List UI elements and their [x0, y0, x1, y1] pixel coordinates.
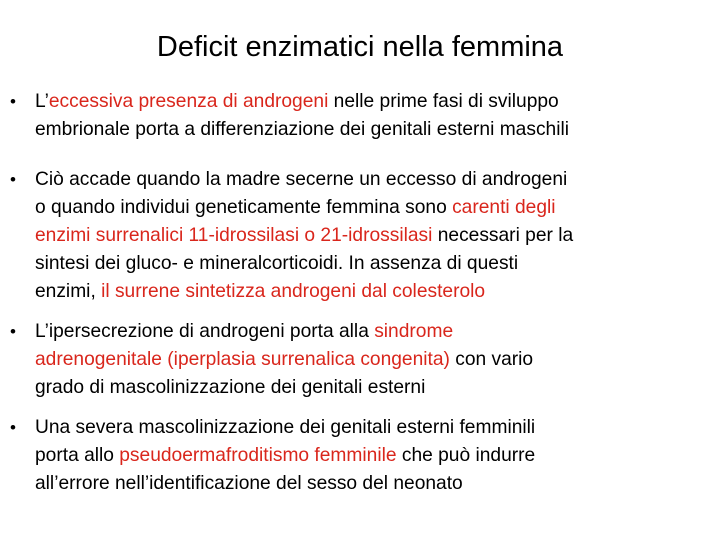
bullet-dot-icon: •	[10, 170, 16, 189]
bullet-line	[35, 250, 717, 278]
text-segment: porta allo	[35, 445, 120, 466]
bullet-line	[35, 278, 717, 306]
bullet-line	[35, 166, 717, 194]
highlighted-text: enzimi surrenalici 11-idrossilasi o 21-idrossilasi	[35, 225, 433, 246]
bullet-line	[35, 194, 717, 222]
bullet-line	[35, 442, 717, 470]
text-segment: Ciò accade quando la madre secerne un eccesso di androgeni	[35, 169, 568, 190]
highlighted-text: adrenogenitale (iperplasia surrenalica congenita)	[35, 349, 450, 370]
highlighted-text: carenti degli	[452, 197, 556, 218]
bullet-line	[35, 414, 717, 442]
bullet-dot-icon: •	[10, 322, 16, 341]
text-segment: che può indurre	[396, 445, 536, 466]
bullet-dot-icon: •	[10, 418, 16, 437]
bullet-line	[35, 88, 717, 116]
text-segment: L’ipersecrezione di androgeni porta alla	[35, 321, 375, 342]
text-segment: necessari per la	[432, 225, 574, 246]
text-segment: enzimi,	[35, 281, 102, 302]
text-segment: con vario	[449, 349, 534, 370]
text-segment: o quando individui geneticamente femmina sono	[35, 197, 453, 218]
bullet-dot-icon: •	[10, 92, 16, 111]
bullet-line	[35, 318, 717, 346]
text-segment: L’	[35, 91, 49, 112]
text-segment: all’errore nell’identificazione del sesso del neonato	[35, 473, 463, 494]
highlighted-text: sindrome	[374, 321, 454, 342]
highlighted-text: il surrene sintetizza androgeni dal colesterolo	[101, 281, 486, 302]
bullet-text	[35, 166, 717, 306]
bullet-line	[35, 470, 717, 498]
bullet-text	[35, 414, 717, 498]
text-segment: sintesi dei gluco- e mineralcorticoidi. In assenza di questi	[35, 253, 519, 274]
text-segment: Una severa mascolinizzazione dei genitali esterni femminili	[35, 417, 536, 438]
bullet-text	[35, 318, 717, 402]
highlighted-text: eccessiva presenza di androgeni	[48, 91, 329, 112]
bullet-text	[35, 88, 717, 144]
highlighted-text: pseudoermafroditismo femminile	[119, 445, 397, 466]
bullet-line	[35, 116, 717, 144]
text-segment: embrionale porta a differenziazione dei genitali esterni maschili	[35, 119, 569, 140]
bullet-line	[35, 374, 717, 402]
bullet-line	[35, 346, 717, 374]
slide-title: Deficit enzimatici nella femmina	[156, 31, 564, 63]
bullet-line	[35, 222, 717, 250]
text-segment: grado di mascolinizzazione dei genitali esterni	[35, 377, 426, 398]
text-segment: nelle prime fasi di sviluppo	[328, 91, 559, 112]
